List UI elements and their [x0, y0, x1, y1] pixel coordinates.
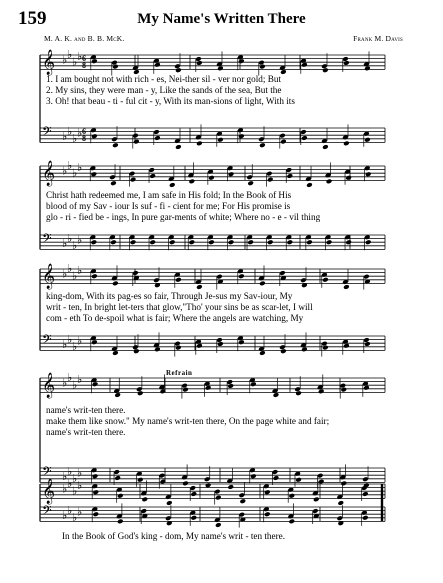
note-head: [295, 477, 302, 483]
note-head: [267, 239, 274, 245]
lyric-line: 2. My sins, they were man - y, Like the sands of the sea, But the: [46, 85, 282, 95]
note-head: [288, 493, 295, 499]
bass-clef: 𝄢: [42, 126, 52, 142]
note-head: [259, 281, 266, 287]
note-head: [306, 182, 313, 188]
words-credit: M. A. K. and B. B. McK.: [44, 34, 125, 43]
note-head: [196, 284, 203, 290]
treble-clef: 𝄞: [42, 478, 56, 503]
flat-sign: ♭: [77, 265, 83, 277]
lyrics-system-2: [46, 190, 382, 223]
treble-clef: 𝄞: [42, 49, 56, 74]
note-head: [238, 273, 245, 279]
note-head: [110, 180, 117, 186]
note-head: [345, 239, 352, 245]
flat-sign: ♭: [62, 339, 68, 352]
note-head: [306, 239, 313, 245]
flat-sign: ♭: [77, 506, 83, 519]
lyric-line: 1. I am bought not with rich - es, Nei-ther sil - ver nor gold; But: [46, 74, 282, 84]
note-head: [169, 182, 176, 188]
note-head: [365, 239, 372, 245]
note-head: [337, 500, 344, 506]
time-signature: 6: [82, 54, 86, 63]
flat-sign: ♭: [72, 167, 78, 180]
lyric-line: In the Book of God's king - dom, My name's writ - ten there.: [62, 531, 286, 541]
note-head: [149, 173, 156, 179]
flat-sign: ♭: [67, 504, 73, 517]
note-head: [250, 473, 257, 479]
note-head: [239, 498, 246, 504]
flat-sign: ♭: [72, 270, 78, 283]
lyrics-system-5: [62, 531, 398, 542]
flat-sign: ♭: [77, 162, 83, 174]
flat-sign: ♭: [77, 374, 83, 386]
flat-sign: ♭: [72, 485, 78, 498]
note-head: [264, 489, 271, 495]
note-head: [91, 133, 98, 139]
time-signature: 8: [82, 134, 86, 143]
lyrics-system-3: [46, 291, 382, 324]
flat-sign: ♭: [62, 165, 68, 178]
time-signature: 6: [82, 127, 86, 136]
note-head: [362, 515, 369, 521]
note-head: [227, 484, 234, 490]
note-head: [175, 144, 182, 150]
note-head: [364, 137, 371, 143]
note-head: [322, 144, 329, 150]
flat-sign: ♭: [72, 473, 78, 485]
note-head: [154, 135, 161, 141]
flat-sign: ♭: [72, 56, 78, 69]
note-head: [217, 137, 224, 143]
refrain-label: Refrain: [166, 369, 193, 377]
treble-clef: 𝄞: [42, 160, 56, 185]
flat-sign: ♭: [72, 341, 78, 353]
lyric-line: name's writ-ten there.: [46, 427, 126, 437]
note-head: [287, 239, 294, 245]
note-head: [92, 511, 99, 517]
note-head: [228, 239, 235, 245]
note-head: [190, 491, 197, 497]
flat-sign: ♭: [62, 131, 68, 144]
note-head: [190, 515, 197, 521]
flat-sign: ♭: [72, 379, 78, 392]
note-head: [341, 481, 348, 487]
flat-sign: ♭: [67, 263, 73, 276]
flat-sign: ♭: [77, 335, 83, 348]
lyric-line: king-dom, With its pag-es so fair, Through Je-sus my Sav-iour, My: [46, 291, 293, 301]
flat-sign: ♭: [62, 483, 68, 496]
lyric-line: glo - ri - fied be - ings, In pure gar-ments of white; Where no - e - vil thing: [46, 212, 321, 222]
bass-clef: 𝄢: [42, 466, 52, 482]
note-head: [215, 522, 222, 528]
music-credit: Frank M. Davis: [353, 34, 403, 43]
note-head: [149, 239, 156, 245]
note-head: [112, 142, 119, 148]
note-head: [208, 175, 215, 181]
lyric-line: Christ hath redeemed me, I am safe in His fold; In the Book of His: [46, 190, 292, 200]
note-head: [318, 479, 325, 485]
note-head: [112, 281, 119, 287]
note-head: [92, 473, 99, 479]
note-head: [228, 171, 235, 177]
note-head: [287, 173, 294, 179]
flat-sign: ♭: [67, 333, 73, 346]
note-head: [141, 497, 148, 503]
note-head: [114, 475, 121, 481]
lyric-line: blood of my Sav - iour Is suf - fi - cient for me; For His promise is: [46, 201, 291, 211]
flat-sign: ♭: [62, 471, 68, 484]
note-head: [326, 179, 333, 185]
note-head: [91, 273, 98, 279]
lyric-line: make them like snow." My name's writ-ten there, On the page white and fair;: [46, 416, 330, 426]
bass-clef: 𝄢: [42, 505, 52, 521]
hymn-number: 159: [18, 8, 47, 29]
note-head: [110, 239, 117, 245]
note-head: [137, 477, 144, 483]
note-head: [166, 500, 173, 506]
note-head: [175, 277, 182, 283]
lyric-line: writ - ten, In bright let-ters that glow,"Tho' your sins be as scar-let, I will: [46, 302, 313, 312]
flat-sign: ♭: [62, 54, 68, 67]
flat-sign: ♭: [67, 372, 73, 385]
note-head: [208, 239, 215, 245]
flat-sign: ♭: [67, 465, 73, 478]
note-head: [91, 239, 98, 245]
note-head: [189, 179, 196, 185]
note-head: [280, 139, 287, 145]
note-head: [182, 481, 189, 487]
note-head: [362, 491, 369, 497]
note-head: [92, 489, 99, 495]
note-head: [196, 141, 203, 147]
note-head: [117, 519, 124, 525]
flat-sign: ♭: [62, 238, 68, 251]
hymn-title: My Name's Written There: [137, 11, 306, 27]
flat-sign: ♭: [67, 49, 73, 62]
note-head: [343, 141, 350, 147]
note-head: [238, 133, 245, 139]
treble-clef: 𝄞: [42, 372, 56, 397]
flat-sign: ♭: [72, 512, 78, 524]
bass-clef: 𝄢: [42, 233, 52, 249]
flat-sign: ♭: [67, 160, 73, 173]
lyric-line: com - eth To de-spoil what is fair; Where the angels are watching, My: [46, 313, 304, 323]
note-head: [365, 171, 372, 177]
note-head: [91, 171, 98, 177]
lyric-line: 3. Oh! that beau - ti - ful cit - y, With its man-sions of light, With its: [46, 96, 295, 106]
flat-sign: ♭: [62, 510, 68, 523]
note-head: [301, 135, 308, 141]
flat-sign: ♭: [67, 125, 73, 138]
note-head: [267, 177, 274, 183]
note-head: [130, 239, 137, 245]
note-head: [313, 497, 320, 503]
flat-sign: ♭: [62, 377, 68, 390]
note-head: [117, 493, 124, 499]
note-head: [259, 142, 266, 148]
note-head: [130, 177, 137, 183]
flat-sign: ♭: [77, 234, 83, 247]
note-head: [169, 239, 176, 245]
note-head: [322, 277, 329, 283]
note-head: [326, 239, 333, 245]
bass-clef: 𝄢: [42, 334, 52, 350]
note-head: [215, 495, 222, 501]
flat-sign: ♭: [77, 127, 83, 140]
flat-sign: ♭: [67, 478, 73, 491]
lyric-line: name's writ-ten there.: [46, 405, 126, 415]
flat-sign: ♭: [72, 240, 78, 252]
lyrics-system-4: [46, 405, 382, 438]
flat-sign: ♭: [77, 480, 83, 492]
note-head: [264, 511, 271, 517]
flat-sign: ♭: [62, 268, 68, 281]
flat-sign: ♭: [72, 133, 78, 145]
note-head: [343, 284, 350, 290]
note-head: [288, 519, 295, 525]
treble-clef: 𝄞: [42, 263, 56, 288]
flat-sign: ♭: [77, 467, 83, 480]
flat-sign: ♭: [77, 51, 83, 63]
note-head: [273, 475, 280, 481]
time-signature: 8: [82, 61, 86, 70]
note-head: [205, 482, 212, 488]
note-head: [247, 180, 254, 186]
lyrics-system-1: [46, 74, 382, 107]
note-head: [189, 239, 196, 245]
note-head: [133, 139, 140, 145]
note-head: [247, 239, 254, 245]
note-head: [345, 175, 352, 181]
flat-sign: ♭: [67, 232, 73, 245]
